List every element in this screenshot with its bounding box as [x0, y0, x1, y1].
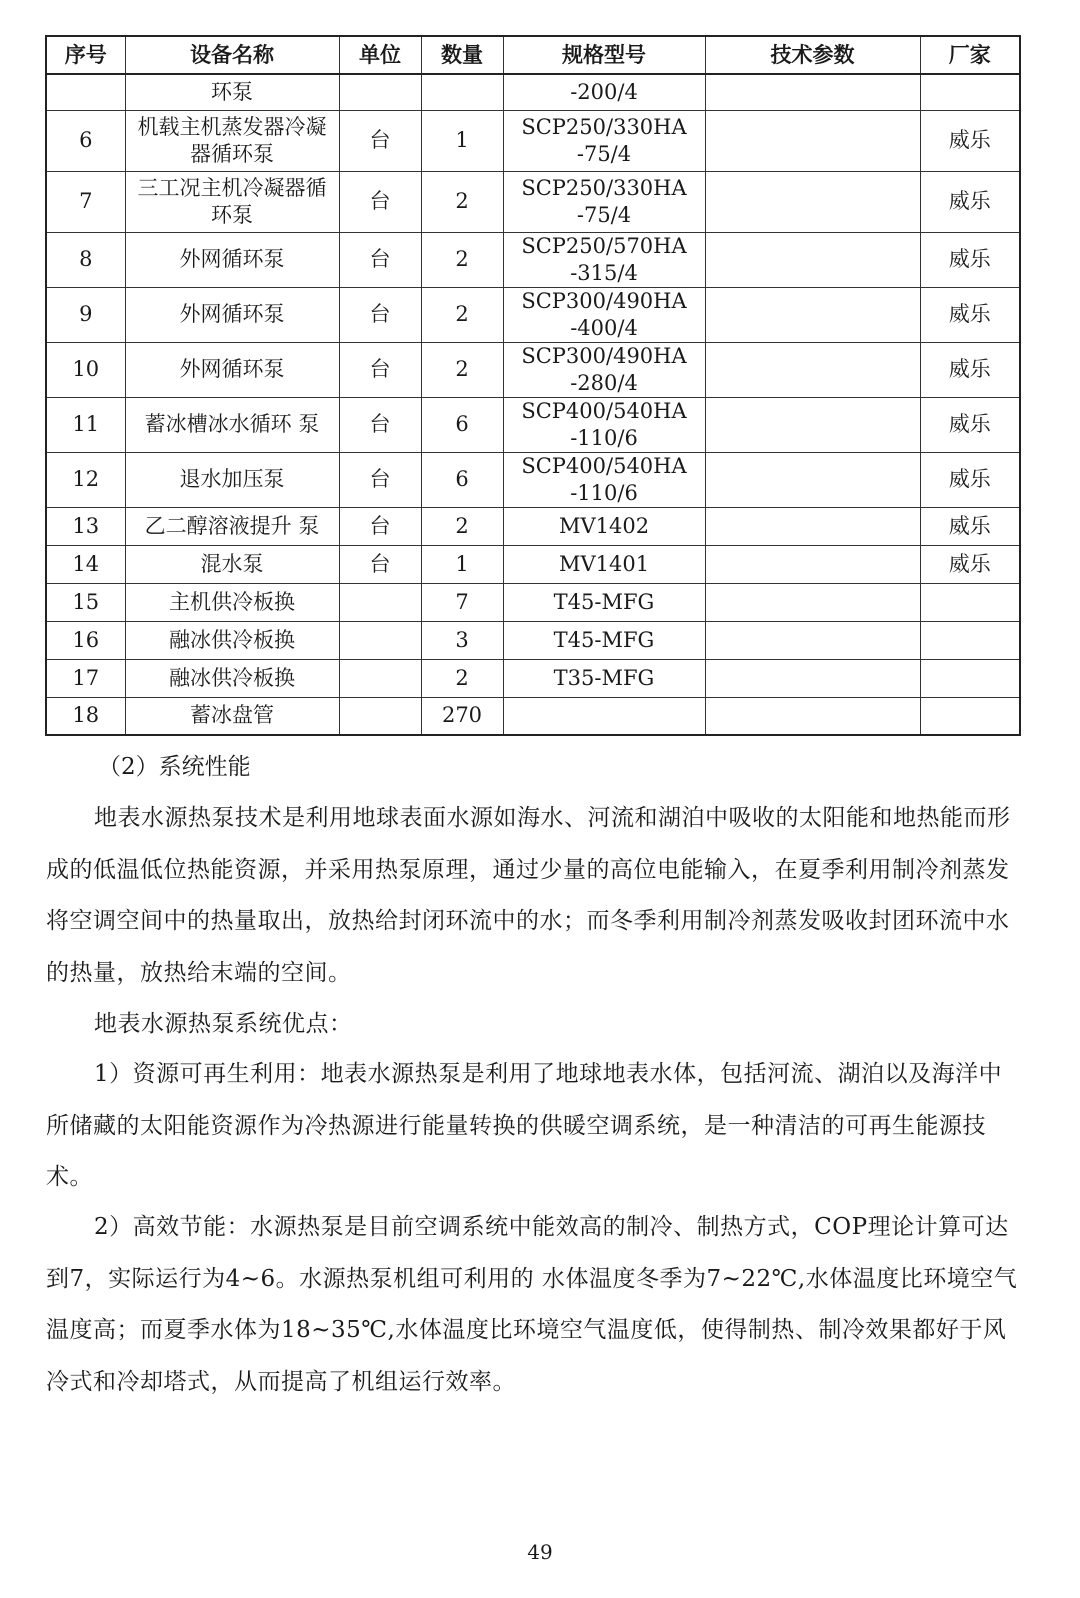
table-row [46, 583, 1020, 621]
cell-no: 12 [46, 452, 125, 507]
cell-maker: 威乐 [920, 452, 1020, 507]
cell-qty: 7 [421, 583, 503, 621]
cell-unit: 台 [339, 110, 421, 171]
cell-param [705, 452, 920, 507]
cell-spec: SCP250/570HA -315/4 [503, 232, 705, 287]
cell-maker [920, 74, 1020, 110]
cell-spec: T45-MFG [503, 583, 705, 621]
cell-maker: 威乐 [920, 232, 1020, 287]
cell-spec [503, 697, 705, 735]
cell-name: 外网循环泵 [125, 232, 339, 287]
cell-param [705, 110, 920, 171]
cell-qty [421, 74, 503, 110]
table-row [46, 74, 1020, 110]
cell-no: 13 [46, 507, 125, 545]
cell-maker: 威乐 [920, 342, 1020, 397]
cell-maker [920, 697, 1020, 735]
cell-maker: 威乐 [920, 171, 1020, 232]
cell-spec: SCP400/540HA -110/6 [503, 452, 705, 507]
cell-qty: 6 [421, 397, 503, 452]
cell-no: 7 [46, 171, 125, 232]
cell-param [705, 583, 920, 621]
cell-unit [339, 583, 421, 621]
paragraph-intro: 地表水源热泵技术是利用地球表面水源如海水、河流和湖泊中吸收的太阳能和地热能而形成的低温低位热能资源，并采用热泵原理，通过少量的高位电能输入，在夏季利用制冷剂蒸发将空调空间中的热量取出，放热给封闭环流中的水；而冬季利用制冷剂蒸发吸收封团环流中水的热量，放热给末端的空间。 [46, 805, 1011, 986]
cell-unit [339, 74, 421, 110]
cell-maker [920, 583, 1020, 621]
table-row [46, 545, 1020, 583]
cell-qty: 2 [421, 507, 503, 545]
cell-no: 15 [46, 583, 125, 621]
cell-qty: 2 [421, 342, 503, 397]
cell-name: 主机供冷板换 [125, 583, 339, 621]
cell-unit: 台 [339, 171, 421, 232]
cell-no: 6 [46, 110, 125, 171]
header-no: 序号 [46, 36, 125, 74]
cell-maker: 威乐 [920, 507, 1020, 545]
cell-no [46, 74, 125, 110]
table-row [46, 171, 1020, 232]
cell-param [705, 287, 920, 342]
cell-unit: 台 [339, 452, 421, 507]
cell-spec: SCP300/490HA -280/4 [503, 342, 705, 397]
cell-no: 18 [46, 697, 125, 735]
cell-unit [339, 659, 421, 697]
cell-name: 融冰供冷板换 [125, 659, 339, 697]
table-row [46, 659, 1020, 697]
table-row [46, 697, 1020, 735]
cell-spec: SCP300/490HA -400/4 [503, 287, 705, 342]
cell-param [705, 397, 920, 452]
cell-name: 乙二醇溶液提升 泵 [125, 507, 339, 545]
table-row [46, 452, 1020, 507]
cell-qty: 2 [421, 171, 503, 232]
cell-spec: T45-MFG [503, 621, 705, 659]
cell-qty: 2 [421, 287, 503, 342]
cell-no: 17 [46, 659, 125, 697]
cell-param [705, 697, 920, 735]
cell-spec: SCP250/330HA -75/4 [503, 171, 705, 232]
equipment-table [45, 35, 1021, 736]
paragraph-advantages-title: 地表水源热泵系统优点： [94, 1011, 353, 1037]
cell-unit [339, 697, 421, 735]
cell-name: 蓄冰槽冰水循环 泵 [125, 397, 339, 452]
cell-name: 外网循环泵 [125, 342, 339, 397]
cell-no: 8 [46, 232, 125, 287]
cell-param [705, 659, 920, 697]
header-qty: 数量 [421, 36, 503, 74]
cell-no: 9 [46, 287, 125, 342]
cell-param [705, 232, 920, 287]
cell-name: 机载主机蒸发器冷凝器循环泵 [125, 110, 339, 171]
cell-param [705, 621, 920, 659]
cell-maker: 威乐 [920, 397, 1020, 452]
table-row [46, 287, 1020, 342]
cell-param [705, 74, 920, 110]
cell-unit [339, 621, 421, 659]
cell-qty: 270 [421, 697, 503, 735]
cell-qty: 2 [421, 232, 503, 287]
table-body [46, 74, 1020, 735]
cell-spec: MV1401 [503, 545, 705, 583]
cell-qty: 3 [421, 621, 503, 659]
table-row [46, 397, 1020, 452]
table-row [46, 342, 1020, 397]
table-row [46, 507, 1020, 545]
cell-no: 10 [46, 342, 125, 397]
section-heading: （2）系统性能 [98, 754, 251, 780]
header-unit: 单位 [339, 36, 421, 74]
cell-spec: -200/4 [503, 74, 705, 110]
cell-maker: 威乐 [920, 110, 1020, 171]
cell-param [705, 171, 920, 232]
cell-name: 退水加压泵 [125, 452, 339, 507]
paragraph-efficiency: 2）高效节能：水源热泵是目前空调系统中能效高的制冷、制热方式，COP理论计算可达到7，实际运行为4~6。水源热泵机组可利用的 水体温度冬季为7~22℃,水体温度比环境空气温度高；而夏季水体为18~35℃,水体温度比环境空气温度低，使得制热、制冷效果都好于风冷式和冷却塔式，从而提高了机组运行效率。 [46, 1214, 1018, 1395]
cell-unit: 台 [339, 232, 421, 287]
cell-qty: 2 [421, 659, 503, 697]
cell-unit: 台 [339, 397, 421, 452]
cell-maker: 威乐 [920, 545, 1020, 583]
cell-param [705, 342, 920, 397]
table-header-row [46, 36, 1020, 74]
cell-spec: SCP250/330HA -75/4 [503, 110, 705, 171]
cell-maker [920, 659, 1020, 697]
cell-name: 外网循环泵 [125, 287, 339, 342]
cell-maker: 威乐 [920, 287, 1020, 342]
header-name: 设备名称 [125, 36, 339, 74]
cell-name: 环泵 [125, 74, 339, 110]
cell-no: 16 [46, 621, 125, 659]
cell-spec: T35-MFG [503, 659, 705, 697]
cell-qty: 1 [421, 110, 503, 171]
page-number: 49 [527, 1540, 553, 1564]
cell-spec: SCP400/540HA -110/6 [503, 397, 705, 452]
cell-name: 融冰供冷板换 [125, 621, 339, 659]
cell-no: 14 [46, 545, 125, 583]
cell-param [705, 507, 920, 545]
table-row [46, 621, 1020, 659]
header-maker: 厂家 [920, 36, 1020, 74]
table-row [46, 110, 1020, 171]
header-param: 技术参数 [705, 36, 920, 74]
cell-unit: 台 [339, 507, 421, 545]
cell-param [705, 545, 920, 583]
cell-unit: 台 [339, 342, 421, 397]
header-spec: 规格型号 [503, 36, 705, 74]
cell-qty: 1 [421, 545, 503, 583]
cell-name: 混水泵 [125, 545, 339, 583]
cell-unit: 台 [339, 545, 421, 583]
paragraph-renewable: 1）资源可再生利用：地表水源热泵是利用了地球地表水体，包括河流、湖泊以及海洋中所储藏的太阳能资源作为冷热源进行能量转换的供暖空调系统，是一种清洁的可再生能源技术。 [46, 1061, 1003, 1190]
cell-qty: 6 [421, 452, 503, 507]
cell-unit: 台 [339, 287, 421, 342]
cell-name: 蓄冰盘管 [125, 697, 339, 735]
cell-name: 三工况主机冷凝器循环泵 [125, 171, 339, 232]
cell-spec: MV1402 [503, 507, 705, 545]
table-row [46, 232, 1020, 287]
cell-maker [920, 621, 1020, 659]
cell-no: 11 [46, 397, 125, 452]
